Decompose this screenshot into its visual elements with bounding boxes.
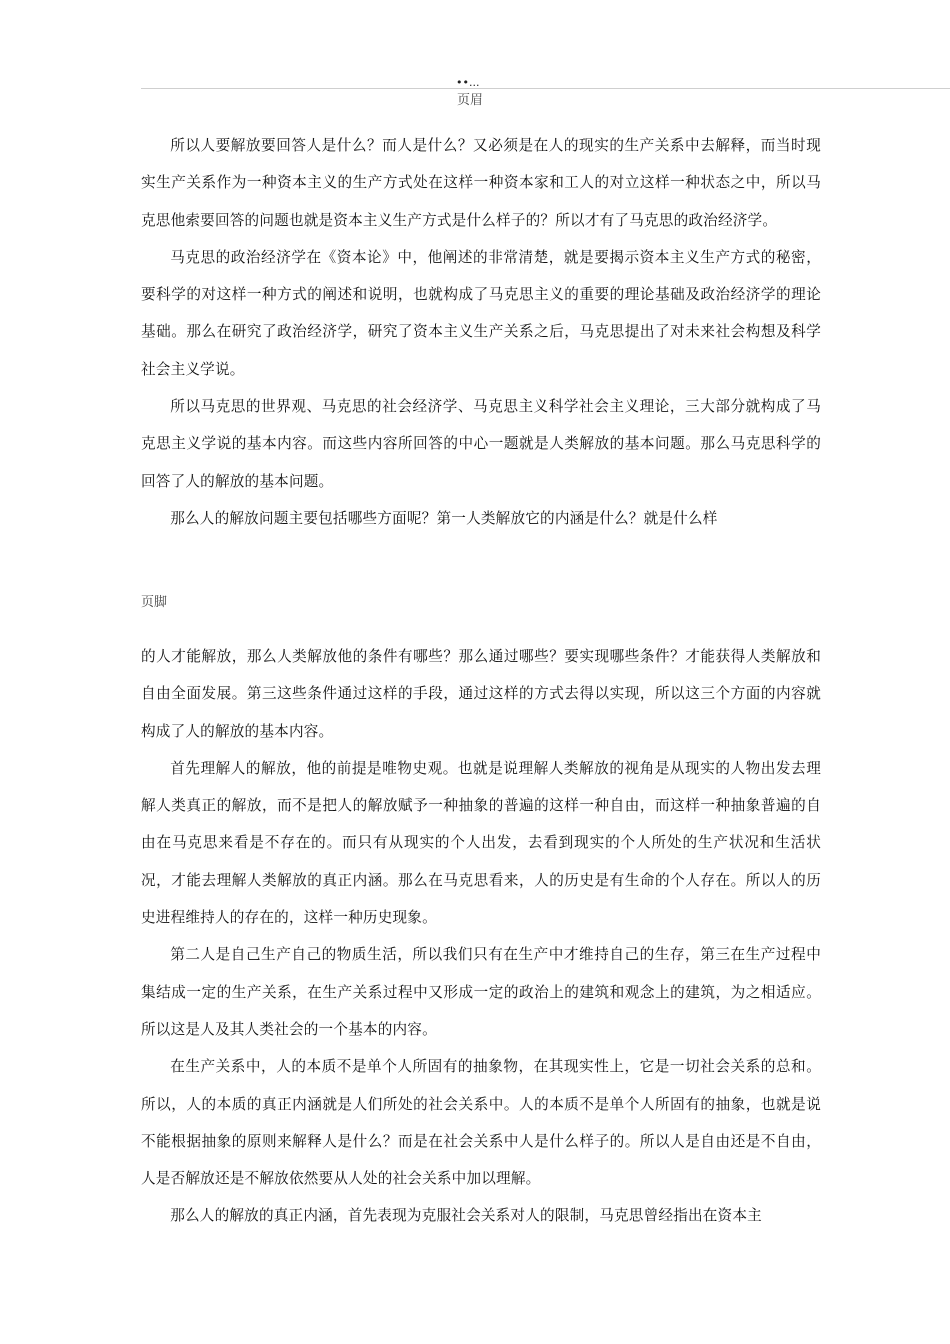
paragraph-continued: 的人才能解放，那么人类解放他的条件有哪些？那么通过哪些？要实现哪些条件？才能获得人类解放和自由全面发展。第三这些条件通过这样的手段，通过这样的方式去得以实现，所以这三个方面的内容就构成了人的解放的基本内容。 [141, 648, 821, 740]
page-1-body [141, 127, 821, 537]
page-2-body [141, 638, 821, 1235]
header-mark: ••... [456, 76, 480, 89]
paragraph: 所以人要解放要回答人是什么？而人是什么？又必须是在人的现实的生产关系中去解释，而当时现实生产关系作为一种资本主义的生产方式处在这样一种资本家和工人的对立这样一种状态之中，所以马克思他索要回答的问题也就是资本主义生产方式是什么样子的？所以才有了马克思的政治经济学。 [141, 137, 821, 229]
page-footer-label: 页脚 [141, 595, 168, 610]
paragraph: 在生产关系中，人的本质不是单个人所固有的抽象物，在其现实性上，它是一切社会关系的总和。所以，人的本质的真正内涵就是人们所处的社会关系中。人的本质不是单个人所固有的抽象，也就是说不能根据抽象的原则来解释人是什么？而是在社会关系中人是什么样子的。所以人是自由还是不自由，人是否解放还是不解放依然要从人处的社会关系中加以理解。 [141, 1058, 821, 1188]
paragraph: 马克思的政治经济学在《资本论》中，他阐述的非常清楚，就是要揭示资本主义生产方式的秘密，要科学的对这样一种方式的阐述和说明，也就构成了马克思主义的重要的理论基础及政治经济学的理论基础。那么在研究了政治经济学，研究了资本主义生产关系之后，马克思提出了对未来社会构想及科学社会主义学说。 [141, 248, 821, 378]
paragraph: 第二人是自己生产自己的物质生活，所以我们只有在生产中才维持自己的生存，第三在生产过程中集结成一定的生产关系，在生产关系过程中又形成一定的政治上的建筑和观念上的建筑，为之相适应。所以这是人及其人类社会的一个基本的内容。 [141, 946, 821, 1038]
paragraph: 那么人的解放问题主要包括哪些方面呢？第一人类解放它的内涵是什么？就是什么样 [170, 509, 718, 527]
page-header-label: 页眉 [457, 93, 484, 108]
paragraph: 所以马克思的世界观、马克思的社会经济学、马克思主义科学社会主义理论，三大部分就构成了马克思主义学说的基本内容。而这些内容所回答的中心一题就是人类解放的基本问题。那么马克思科学的回答了人的解放的基本问题。 [141, 398, 821, 490]
header-rule [141, 88, 950, 89]
paragraph: 首先理解人的解放，他的前提是唯物史观。也就是说理解人类解放的视角是从现实的人物出发去理解人类真正的解放，而不是把人的解放赋予一种抽象的普遍的这样一种自由，而这样一种抽象普遍的自由在马克思来看是不存在的。而只有从现实的个人出发，去看到现实的个人所处的生产状况和生活状况，才能去理解人类解放的真正内涵。那么在马克思看来，人的历史是有生命的个人存在。所以人的历史进程维持人的存在的，这样一种历史现象。 [141, 759, 821, 927]
paragraph: 那么人的解放的真正内涵，首先表现为克服社会关系对人的限制，马克思曾经指出在资本主 [170, 1207, 762, 1225]
